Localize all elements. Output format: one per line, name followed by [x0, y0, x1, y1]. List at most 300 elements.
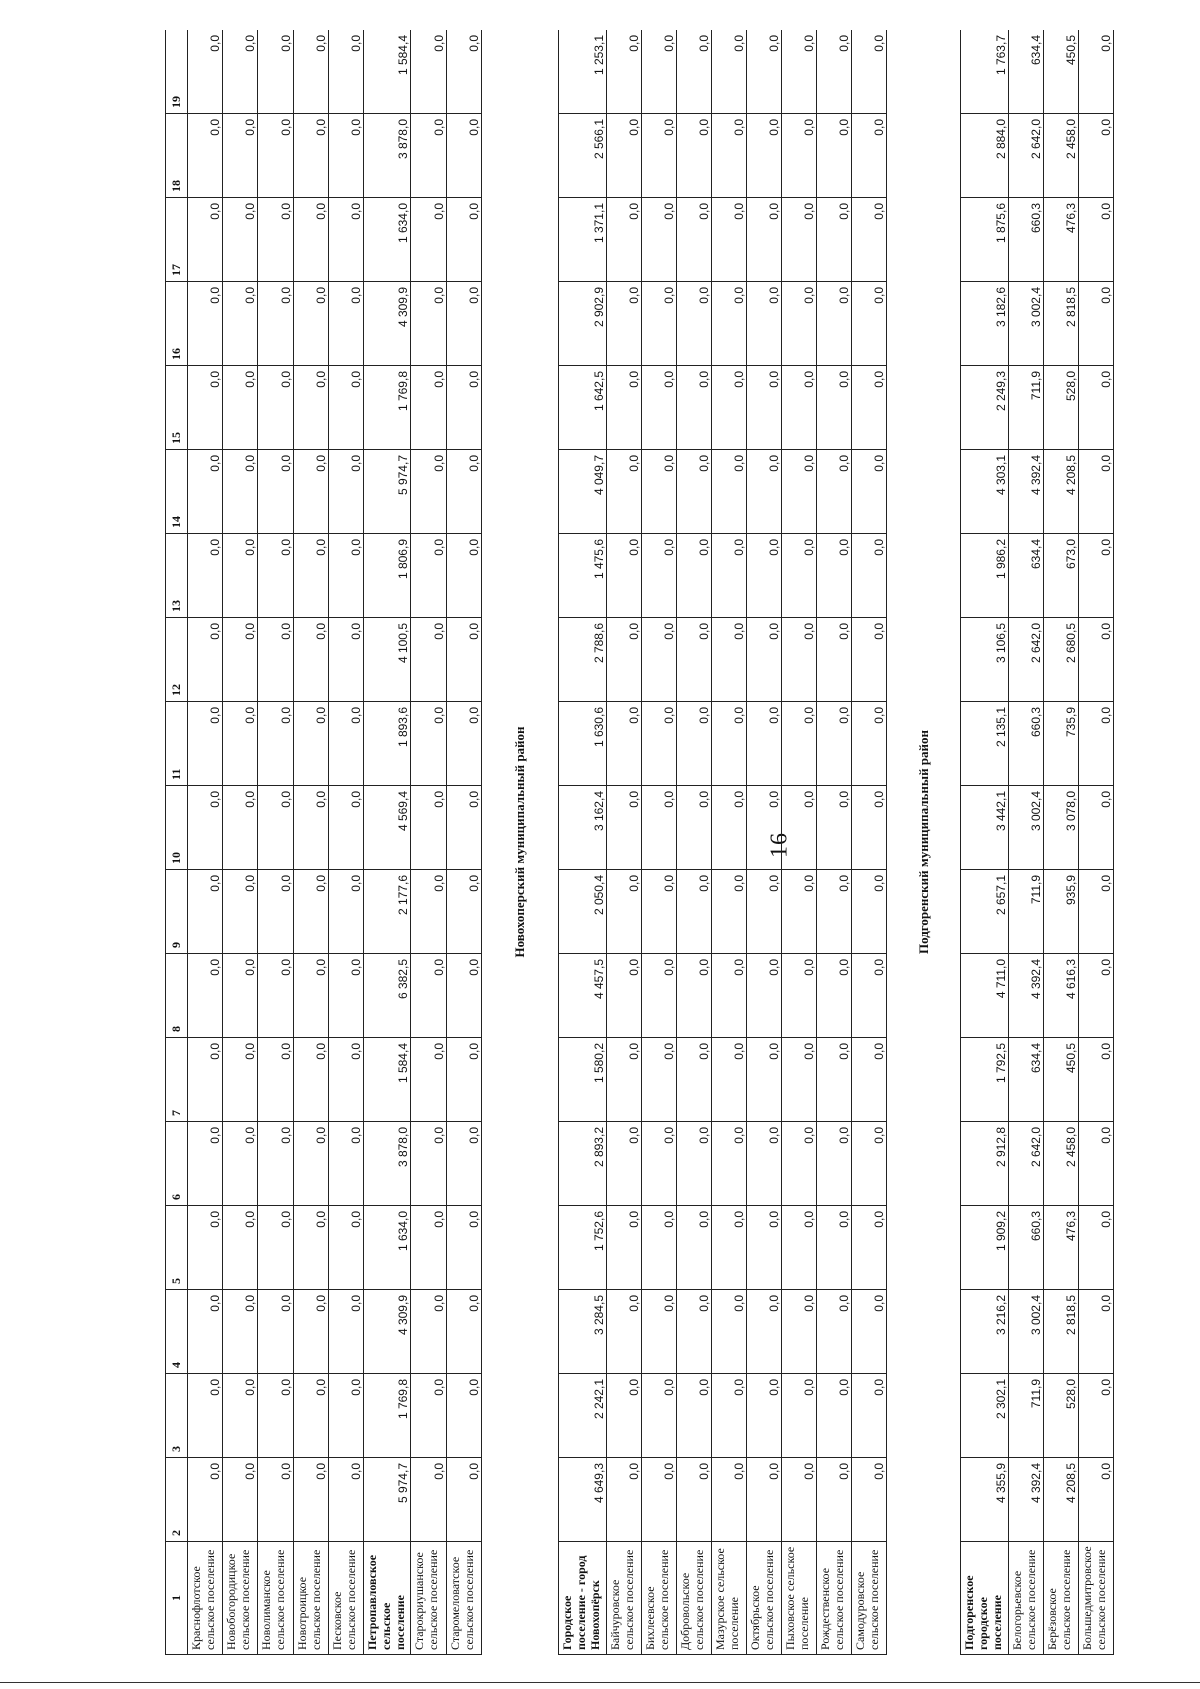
value-cell: 0,0 — [188, 30, 223, 114]
column-number: 3 — [166, 1374, 188, 1458]
value-cell: 0,0 — [677, 1206, 712, 1290]
value-cell: 0,0 — [606, 870, 641, 954]
value-cell: 0,0 — [642, 1290, 677, 1374]
value-cell: 3 216,2 — [960, 1290, 1008, 1374]
value-cell: 0,0 — [747, 366, 782, 450]
value-cell: 0,0 — [677, 30, 712, 114]
value-cell: 0,0 — [817, 954, 852, 1038]
value-cell: 2 302,1 — [960, 1374, 1008, 1458]
value-cell: 450,5 — [1043, 1038, 1078, 1122]
value-cell: 0,0 — [712, 1038, 747, 1122]
value-cell: 0,0 — [411, 786, 446, 870]
value-cell: 0,0 — [446, 786, 481, 870]
value-cell: 0,0 — [712, 1374, 747, 1458]
value-cell: 3 442,1 — [960, 786, 1008, 870]
settlement-name: Подгоренское городское поселение — [960, 1542, 1008, 1655]
column-number: 18 — [166, 114, 188, 198]
value-cell: 0,0 — [852, 366, 887, 450]
value-cell: 0,0 — [293, 114, 328, 198]
value-cell: 0,0 — [817, 702, 852, 786]
value-cell: 0,0 — [328, 870, 363, 954]
value-cell: 0,0 — [188, 786, 223, 870]
value-cell: 0,0 — [747, 198, 782, 282]
value-cell: 2 893,2 — [559, 1122, 607, 1206]
value-cell: 0,0 — [223, 198, 258, 282]
value-cell: 1 769,8 — [363, 366, 411, 450]
value-cell: 0,0 — [293, 1206, 328, 1290]
value-cell: 476,3 — [1043, 1206, 1078, 1290]
value-cell: 0,0 — [782, 198, 817, 282]
value-cell: 0,0 — [782, 1038, 817, 1122]
value-cell: 0,0 — [782, 702, 817, 786]
value-cell: 0,0 — [411, 618, 446, 702]
value-cell: 0,0 — [712, 1290, 747, 1374]
value-cell: 2 135,1 — [960, 702, 1008, 786]
value-cell: 0,0 — [223, 702, 258, 786]
value-cell: 2 050,4 — [559, 870, 607, 954]
value-cell: 0,0 — [817, 786, 852, 870]
value-cell: 1 371,1 — [559, 198, 607, 282]
value-cell: 0,0 — [188, 954, 223, 1038]
value-cell: 0,0 — [258, 114, 293, 198]
column-number: 11 — [166, 702, 188, 786]
value-cell: 0,0 — [852, 954, 887, 1038]
value-cell: 0,0 — [411, 702, 446, 786]
value-cell: 1 634,0 — [363, 198, 411, 282]
value-cell: 0,0 — [258, 1458, 293, 1542]
value-cell: 2 249,3 — [960, 366, 1008, 450]
value-cell: 0,0 — [747, 30, 782, 114]
column-number: 9 — [166, 870, 188, 954]
value-cell: 0,0 — [258, 1374, 293, 1458]
value-cell: 0,0 — [817, 366, 852, 450]
value-cell: 0,0 — [642, 1458, 677, 1542]
value-cell: 0,0 — [642, 198, 677, 282]
value-cell: 1 475,6 — [559, 534, 607, 618]
value-cell: 2 884,0 — [960, 114, 1008, 198]
value-cell: 0,0 — [817, 1290, 852, 1374]
value-cell: 0,0 — [782, 1290, 817, 1374]
value-cell: 0,0 — [258, 1122, 293, 1206]
value-cell: 0,0 — [188, 198, 223, 282]
table-row — [712, 30, 747, 1655]
value-cell: 0,0 — [712, 450, 747, 534]
settlement-name: Байчуровское сельское поселение — [606, 1542, 641, 1655]
settlement-name: Песковское сельское поселение — [328, 1542, 363, 1655]
value-cell: 0,0 — [817, 618, 852, 702]
value-cell: 0,0 — [188, 870, 223, 954]
value-cell: 0,0 — [677, 1122, 712, 1206]
value-cell: 1 875,6 — [960, 198, 1008, 282]
value-cell: 0,0 — [188, 1290, 223, 1374]
value-cell: 0,0 — [258, 1290, 293, 1374]
value-cell: 0,0 — [606, 534, 641, 618]
value-cell: 0,0 — [852, 786, 887, 870]
value-cell: 4 457,5 — [559, 954, 607, 1038]
value-cell: 0,0 — [606, 198, 641, 282]
value-cell: 0,0 — [852, 1122, 887, 1206]
settlement-name: Рождественское сельское поселение — [817, 1542, 852, 1655]
value-cell: 0,0 — [328, 1206, 363, 1290]
value-cell: 0,0 — [606, 618, 641, 702]
value-cell: 0,0 — [411, 870, 446, 954]
value-cell: 3 162,4 — [559, 786, 607, 870]
value-cell: 0,0 — [328, 282, 363, 366]
value-cell: 0,0 — [782, 1458, 817, 1542]
value-cell: 0,0 — [1078, 114, 1113, 198]
value-cell: 2 912,8 — [960, 1122, 1008, 1206]
table-row — [328, 30, 363, 1655]
value-cell: 0,0 — [258, 1206, 293, 1290]
value-cell: 0,0 — [411, 1290, 446, 1374]
value-cell: 0,0 — [852, 198, 887, 282]
value-cell: 1 584,4 — [363, 1038, 411, 1122]
value-cell: 0,0 — [223, 618, 258, 702]
value-cell: 5 974,7 — [363, 450, 411, 534]
value-cell: 0,0 — [1078, 198, 1113, 282]
value-cell: 0,0 — [677, 534, 712, 618]
table-row — [363, 30, 411, 1655]
value-cell: 0,0 — [1078, 1458, 1113, 1542]
value-cell: 0,0 — [747, 534, 782, 618]
value-cell: 0,0 — [258, 870, 293, 954]
value-cell: 0,0 — [747, 450, 782, 534]
value-cell: 0,0 — [328, 1122, 363, 1206]
value-cell: 0,0 — [852, 870, 887, 954]
value-cell: 0,0 — [328, 1038, 363, 1122]
value-cell: 0,0 — [258, 198, 293, 282]
value-cell: 450,5 — [1043, 30, 1078, 114]
value-cell: 3 002,4 — [1008, 282, 1043, 366]
value-cell: 0,0 — [606, 1458, 641, 1542]
value-cell: 0,0 — [1078, 30, 1113, 114]
value-cell: 0,0 — [606, 1206, 641, 1290]
table-row — [642, 30, 677, 1655]
value-cell: 0,0 — [188, 534, 223, 618]
value-cell: 0,0 — [223, 30, 258, 114]
value-cell: 0,0 — [782, 534, 817, 618]
value-cell: 0,0 — [446, 366, 481, 450]
value-cell: 1 584,4 — [363, 30, 411, 114]
settlement-name: Старокриушанское сельское поселение — [411, 1542, 446, 1655]
value-cell: 0,0 — [411, 954, 446, 1038]
value-cell: 0,0 — [446, 1122, 481, 1206]
value-cell: 0,0 — [712, 366, 747, 450]
value-cell: 0,0 — [677, 1290, 712, 1374]
page-number: 16 — [766, 832, 793, 858]
value-cell: 0,0 — [446, 1038, 481, 1122]
value-cell: 0,0 — [223, 1290, 258, 1374]
value-cell: 0,0 — [446, 114, 481, 198]
section-heading: Подгоренский муниципальный район — [915, 729, 931, 955]
value-cell: 0,0 — [446, 1290, 481, 1374]
value-cell: 0,0 — [1078, 1290, 1113, 1374]
value-cell: 0,0 — [782, 1122, 817, 1206]
value-cell: 0,0 — [642, 1122, 677, 1206]
value-cell: 0,0 — [328, 366, 363, 450]
value-cell: 0,0 — [642, 1038, 677, 1122]
value-cell: 0,0 — [606, 366, 641, 450]
value-cell: 2 657,1 — [960, 870, 1008, 954]
value-cell: 0,0 — [328, 1458, 363, 1542]
value-cell: 0,0 — [747, 954, 782, 1038]
value-cell: 0,0 — [747, 1122, 782, 1206]
value-cell: 0,0 — [411, 114, 446, 198]
table-row — [1078, 30, 1113, 1655]
value-cell: 1 986,2 — [960, 534, 1008, 618]
value-cell: 0,0 — [852, 618, 887, 702]
settlement-name: Октябрьское сельское поселение — [747, 1542, 782, 1655]
value-cell: 0,0 — [747, 702, 782, 786]
value-cell: 0,0 — [293, 1038, 328, 1122]
column-number: 1 — [166, 1542, 188, 1655]
value-cell: 711,9 — [1008, 1374, 1043, 1458]
value-cell: 0,0 — [188, 1038, 223, 1122]
value-cell: 1 580,2 — [559, 1038, 607, 1122]
value-cell: 0,0 — [258, 30, 293, 114]
value-cell: 2 902,9 — [559, 282, 607, 366]
value-cell: 0,0 — [782, 450, 817, 534]
value-cell: 6 382,5 — [363, 954, 411, 1038]
column-number-row — [166, 30, 188, 1655]
value-cell: 0,0 — [677, 1458, 712, 1542]
table-row — [960, 30, 1008, 1655]
value-cell: 0,0 — [677, 1038, 712, 1122]
value-cell: 0,0 — [712, 1206, 747, 1290]
value-cell: 3 182,6 — [960, 282, 1008, 366]
value-cell: 0,0 — [747, 114, 782, 198]
value-cell: 0,0 — [817, 1122, 852, 1206]
value-cell: 0,0 — [411, 450, 446, 534]
value-cell: 0,0 — [817, 1038, 852, 1122]
value-cell: 0,0 — [642, 1206, 677, 1290]
value-cell: 0,0 — [1078, 870, 1113, 954]
value-cell: 0,0 — [328, 1374, 363, 1458]
value-cell: 0,0 — [782, 954, 817, 1038]
value-cell: 2 458,0 — [1043, 1122, 1078, 1206]
value-cell: 1 642,5 — [559, 366, 607, 450]
value-cell: 0,0 — [1078, 1374, 1113, 1458]
value-cell: 0,0 — [411, 1038, 446, 1122]
value-cell: 0,0 — [852, 30, 887, 114]
table-row — [606, 30, 641, 1655]
value-cell: 1 806,9 — [363, 534, 411, 618]
value-cell: 4 049,7 — [559, 450, 607, 534]
value-cell: 0,0 — [411, 1206, 446, 1290]
value-cell: 0,0 — [677, 366, 712, 450]
value-cell: 0,0 — [606, 30, 641, 114]
value-cell: 0,0 — [188, 114, 223, 198]
settlement-name: Новобогородицкое сельское поселение — [223, 1542, 258, 1655]
value-cell: 660,3 — [1008, 702, 1043, 786]
value-cell: 0,0 — [747, 1038, 782, 1122]
value-cell: 0,0 — [293, 198, 328, 282]
value-cell: 0,0 — [606, 954, 641, 1038]
value-cell: 0,0 — [712, 1458, 747, 1542]
value-cell: 2 818,5 — [1043, 1290, 1078, 1374]
value-cell: 0,0 — [677, 198, 712, 282]
settlement-name: Большедмитровское сельское поселение — [1078, 1542, 1113, 1655]
value-cell: 1 769,8 — [363, 1374, 411, 1458]
value-cell: 0,0 — [446, 870, 481, 954]
value-cell: 3 002,4 — [1008, 1290, 1043, 1374]
value-cell: 0,0 — [747, 1206, 782, 1290]
settlement-name: Добровольское сельское поселение — [677, 1542, 712, 1655]
value-cell: 2 242,1 — [559, 1374, 607, 1458]
value-cell: 0,0 — [817, 30, 852, 114]
value-cell: 0,0 — [188, 366, 223, 450]
column-number: 12 — [166, 618, 188, 702]
value-cell: 0,0 — [411, 282, 446, 366]
value-cell: 735,9 — [1043, 702, 1078, 786]
value-cell: 0,0 — [188, 618, 223, 702]
value-cell: 0,0 — [1078, 954, 1113, 1038]
value-cell: 0,0 — [782, 786, 817, 870]
settlement-data-table — [165, 30, 1114, 1655]
value-cell: 0,0 — [223, 450, 258, 534]
value-cell: 0,0 — [677, 618, 712, 702]
table-row — [852, 30, 887, 1655]
table-row — [1043, 30, 1078, 1655]
value-cell: 0,0 — [223, 1038, 258, 1122]
value-cell: 711,9 — [1008, 366, 1043, 450]
value-cell: 0,0 — [188, 1206, 223, 1290]
value-cell: 0,0 — [1078, 1038, 1113, 1122]
value-cell: 0,0 — [188, 1458, 223, 1542]
value-cell: 634,4 — [1008, 1038, 1043, 1122]
value-cell: 0,0 — [293, 870, 328, 954]
value-cell: 0,0 — [642, 1374, 677, 1458]
column-number: 16 — [166, 282, 188, 366]
value-cell: 2 818,5 — [1043, 282, 1078, 366]
value-cell: 0,0 — [642, 702, 677, 786]
value-cell: 0,0 — [782, 282, 817, 366]
value-cell: 0,0 — [747, 618, 782, 702]
value-cell: 2 458,0 — [1043, 114, 1078, 198]
table-row — [446, 30, 481, 1655]
value-cell: 0,0 — [1078, 702, 1113, 786]
value-cell: 0,0 — [712, 30, 747, 114]
value-cell: 0,0 — [852, 282, 887, 366]
value-cell: 935,9 — [1043, 870, 1078, 954]
value-cell: 0,0 — [223, 786, 258, 870]
value-cell: 0,0 — [712, 954, 747, 1038]
value-cell: 3 878,0 — [363, 1122, 411, 1206]
value-cell: 0,0 — [293, 450, 328, 534]
value-cell: 660,3 — [1008, 1206, 1043, 1290]
value-cell: 0,0 — [712, 198, 747, 282]
value-cell: 0,0 — [817, 1458, 852, 1542]
value-cell: 2 680,5 — [1043, 618, 1078, 702]
value-cell: 0,0 — [293, 1290, 328, 1374]
value-cell: 0,0 — [747, 786, 782, 870]
value-cell: 1 909,2 — [960, 1206, 1008, 1290]
value-cell: 0,0 — [642, 618, 677, 702]
value-cell: 0,0 — [852, 1290, 887, 1374]
value-cell: 0,0 — [852, 1038, 887, 1122]
value-cell: 0,0 — [712, 282, 747, 366]
value-cell: 0,0 — [293, 702, 328, 786]
value-cell: 0,0 — [1078, 786, 1113, 870]
value-cell: 0,0 — [293, 1458, 328, 1542]
value-cell: 0,0 — [642, 114, 677, 198]
settlement-name: Мазурское сельское поселение — [712, 1542, 747, 1655]
value-cell: 0,0 — [677, 114, 712, 198]
value-cell: 0,0 — [852, 450, 887, 534]
table-row — [559, 30, 607, 1655]
value-cell: 1 752,6 — [559, 1206, 607, 1290]
table-row — [293, 30, 328, 1655]
settlement-name: Новотроицкое сельское поселение — [293, 1542, 328, 1655]
value-cell: 0,0 — [747, 870, 782, 954]
value-cell: 0,0 — [188, 1122, 223, 1206]
value-cell: 0,0 — [817, 870, 852, 954]
value-cell: 0,0 — [328, 618, 363, 702]
column-number: 17 — [166, 198, 188, 282]
value-cell: 0,0 — [606, 702, 641, 786]
value-cell: 0,0 — [258, 786, 293, 870]
value-cell: 3 106,5 — [960, 618, 1008, 702]
value-cell: 0,0 — [642, 786, 677, 870]
value-cell: 0,0 — [712, 702, 747, 786]
value-cell: 0,0 — [328, 534, 363, 618]
value-cell: 0,0 — [223, 1122, 258, 1206]
value-cell: 0,0 — [677, 786, 712, 870]
settlement-name: Городское поселение - город Новохопёрск — [559, 1542, 607, 1655]
value-cell: 0,0 — [446, 282, 481, 366]
value-cell: 2 566,1 — [559, 114, 607, 198]
value-cell: 0,0 — [1078, 450, 1113, 534]
value-cell: 1 253,1 — [559, 30, 607, 114]
value-cell: 0,0 — [606, 282, 641, 366]
value-cell: 528,0 — [1043, 1374, 1078, 1458]
value-cell: 1 893,6 — [363, 702, 411, 786]
value-cell: 0,0 — [223, 114, 258, 198]
value-cell: 634,4 — [1008, 30, 1043, 114]
value-cell: 0,0 — [446, 198, 481, 282]
settlement-name: Новолиманское сельское поселение — [258, 1542, 293, 1655]
value-cell: 0,0 — [782, 1374, 817, 1458]
value-cell: 0,0 — [258, 954, 293, 1038]
value-cell: 0,0 — [642, 366, 677, 450]
value-cell: 0,0 — [852, 114, 887, 198]
value-cell: 4 392,4 — [1008, 450, 1043, 534]
value-cell: 4 392,4 — [1008, 954, 1043, 1038]
value-cell: 2 642,0 — [1008, 1122, 1043, 1206]
value-cell: 3 078,0 — [1043, 786, 1078, 870]
value-cell: 0,0 — [258, 702, 293, 786]
value-cell: 0,0 — [677, 702, 712, 786]
value-cell: 0,0 — [642, 534, 677, 618]
value-cell: 0,0 — [712, 1122, 747, 1206]
value-cell: 4 208,5 — [1043, 1458, 1078, 1542]
value-cell: 0,0 — [188, 282, 223, 366]
column-number: 2 — [166, 1458, 188, 1542]
settlement-name: Бихлеевское сельское поселение — [642, 1542, 677, 1655]
value-cell: 0,0 — [328, 450, 363, 534]
value-cell: 711,9 — [1008, 870, 1043, 954]
value-cell: 0,0 — [1078, 534, 1113, 618]
bottom-rule — [0, 1682, 1200, 1683]
value-cell: 4 208,5 — [1043, 450, 1078, 534]
settlement-name: Берёзовское сельское поселение — [1043, 1542, 1078, 1655]
value-cell: 0,0 — [782, 366, 817, 450]
section-heading: Новохоперский муниципальный район — [511, 726, 527, 958]
value-cell: 0,0 — [712, 618, 747, 702]
settlement-name: Старомеловатское сельское поселение — [446, 1542, 481, 1655]
column-number: 5 — [166, 1206, 188, 1290]
value-cell: 0,0 — [1078, 366, 1113, 450]
